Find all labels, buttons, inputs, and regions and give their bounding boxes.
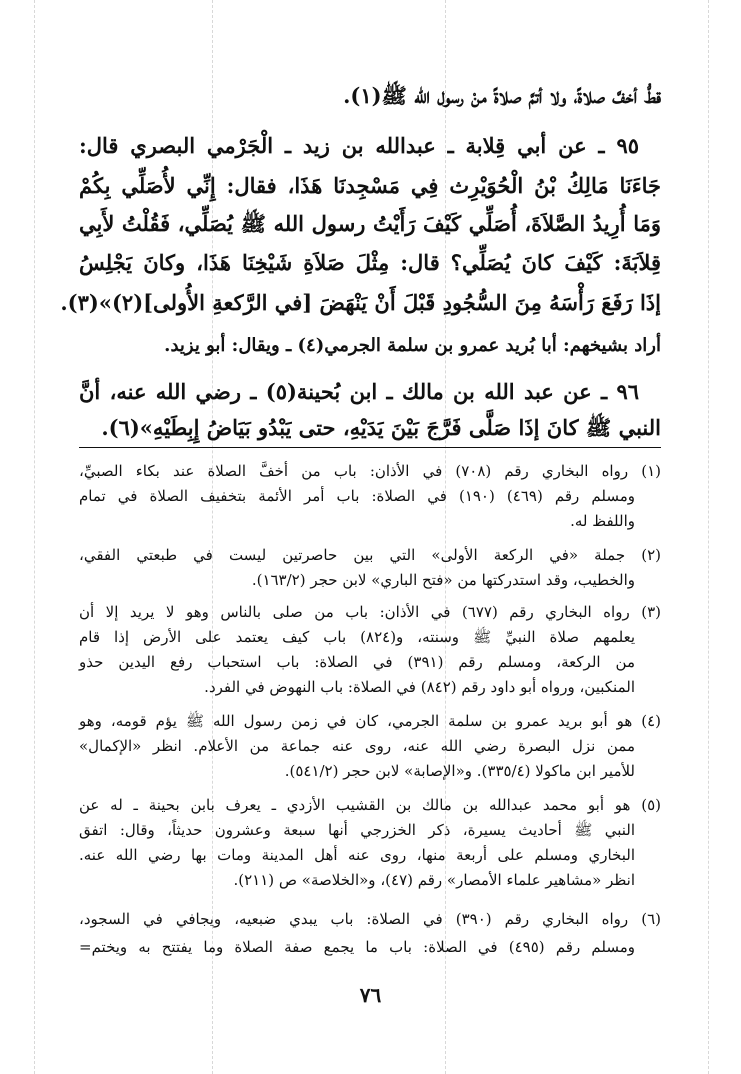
page-number: ٧٦	[359, 983, 382, 1007]
footnote-1: (١) رواه البخاري رقم (٧٠٨) في الأذان: باب من أخفَّ الصلاة عند بكاء الصبيِّ،	[79, 462, 661, 480]
scan-margin-dots	[708, 0, 709, 1074]
footnote-line: ومسلم رقم (٤٦٩) (١٩٠) في الصلاة: باب أمر الأئمة بتخفيف الصلاة في تمام	[79, 487, 635, 505]
main-text-line: جَاءَنَا مَالِكُ بْنُ الْحُوَيْرِث فِي مَسْجِدنَا هَذَا، فقال: إِنِّي لأُصَلِّي بِكُمْ	[79, 173, 661, 198]
main-text-line: إذَا رَفَعَ رَأْسَهُ مِنَ السُّجُودِ قَبْلَ أَنْ يَنْهَضَ [في الرَّكعةِ الأُولى](٢)»(٣).	[60, 290, 661, 315]
hadith-95-heading: ٩٥ ـ عن أبي قِلابة ـ عبدالله بن زيد ـ الْجَرْمي البصري قال:	[79, 133, 639, 158]
footnote-4: (٤) هو أبو بريد عمرو بن سلمة الجرمي، كان في زمن رسول الله ﷺ يؤم قومه، وهو	[79, 712, 661, 730]
main-text-line: قِلاَبَةَ: كَيْفَ كانَ يُصَلِّي؟ قال: مِثْلَ صَلاَةِ شَيْخِنَا هَذَا، وكانَ يَجْلِسُ	[79, 250, 661, 275]
footnote-separator	[79, 447, 661, 448]
footnote-5: (٥) هو أبو محمد عبدالله بن مالك بن القشيب الأزدي ـ يعرف بابن بحينة ـ له عن	[79, 796, 661, 814]
commentary-line: أراد بشيخهم: أبا بُريد عمرو بن سلمة الجرمي(٤) ـ ويقال: أبو يزيد.	[164, 335, 661, 356]
footnote-line: ممن نزل البصرة رضي الله عنه، روى عنه جماعة من الأعلام. انظر «الإكمال»	[79, 737, 635, 755]
footnote-6: (٦) رواه البخاري رقم (٣٩٠) في الصلاة: باب يبدي ضبعيه، ويجافي في السجود،	[79, 910, 661, 928]
footnote-line: البخاري ومسلم على أربعة منها، روى عنه أهل المدينة ومات بها رضي الله عنه.	[79, 846, 635, 864]
footnote-2: (٢) جملة «في الركعة الأولى» التي بين حاصرتين ليست في طبعتي الفقي،	[79, 546, 661, 564]
hadith-96-heading: ٩٦ ـ عن عبد الله بن مالك ـ ابن بُحينة(٥) ـ رضي الله عنه، أنَّ	[79, 379, 639, 404]
main-text-line: النبي ﷺ كانَ إذَا صَلَّى فَرَّجَ بَيْنَ يَدَيْهِ، حتى يَبْدُو بَيَاضُ إِبِطَيْهِ»(٦).	[101, 415, 661, 440]
main-text-line: وَمَا أُرِيدُ الصَّلاَةَ، أُصَلِّي كَيْفَ رَأَيْتُ رسول الله ﷺ يُصَلِّي، فَقُلْتُ لأَبِي	[79, 211, 661, 236]
footnote-line: للأمير ابن ماكولا (٣٣٥/٤). و«الإصابة» لابن حجر (٥٤١/٢).	[284, 762, 635, 780]
footnote-line: يعلمهم صلاة النبيِّ ﷺ وسنته، و(٨٢٤) باب كيف يعتمد على الأرض إذا قام	[79, 628, 635, 646]
footnote-line: من الركعة، ومسلم رقم (٣٩١) في الصلاة: باب استحباب رفع اليدين حذو	[79, 653, 635, 671]
footnote-line: النبي ﷺ أحاديث يسيرة، ذكر الخزرجي أنها سبعة وعشرون حديثاً، وقال: اتفق	[79, 821, 635, 839]
footnote-line: انظر «مشاهير علماء الأمصار» رقم (٤٧)، و«الخلاصة» ص (٢١١).	[233, 871, 635, 889]
main-text-line: قطُّ أخفَّ صلاةً، ولا أتمَّ صلاةً منْ رسول الله ﷺ(١).	[343, 83, 661, 108]
footnote-line: واللفظ له.	[570, 512, 635, 530]
footnote-line: المنكبين، ورواه أبو داود رقم (٨٤٢) في الصلاة: باب النهوض في الفرد.	[204, 678, 635, 696]
footnote-line: والخطيب، وقد استدركتها من «فتح الباري» لابن حجر (١٦٣/٢).	[251, 571, 635, 589]
footnote-3: (٣) رواه البخاري رقم (٦٧٧) في الأذان: باب من صلى بالناس وهو لا يريد إلا أن	[79, 603, 661, 621]
footnote-line: ومسلم رقم (٤٩٥) في الصلاة: باب ما يجمع صفة الصلاة وما يفتتح به ويختم=	[79, 938, 635, 956]
scan-margin-dots	[34, 0, 35, 1074]
